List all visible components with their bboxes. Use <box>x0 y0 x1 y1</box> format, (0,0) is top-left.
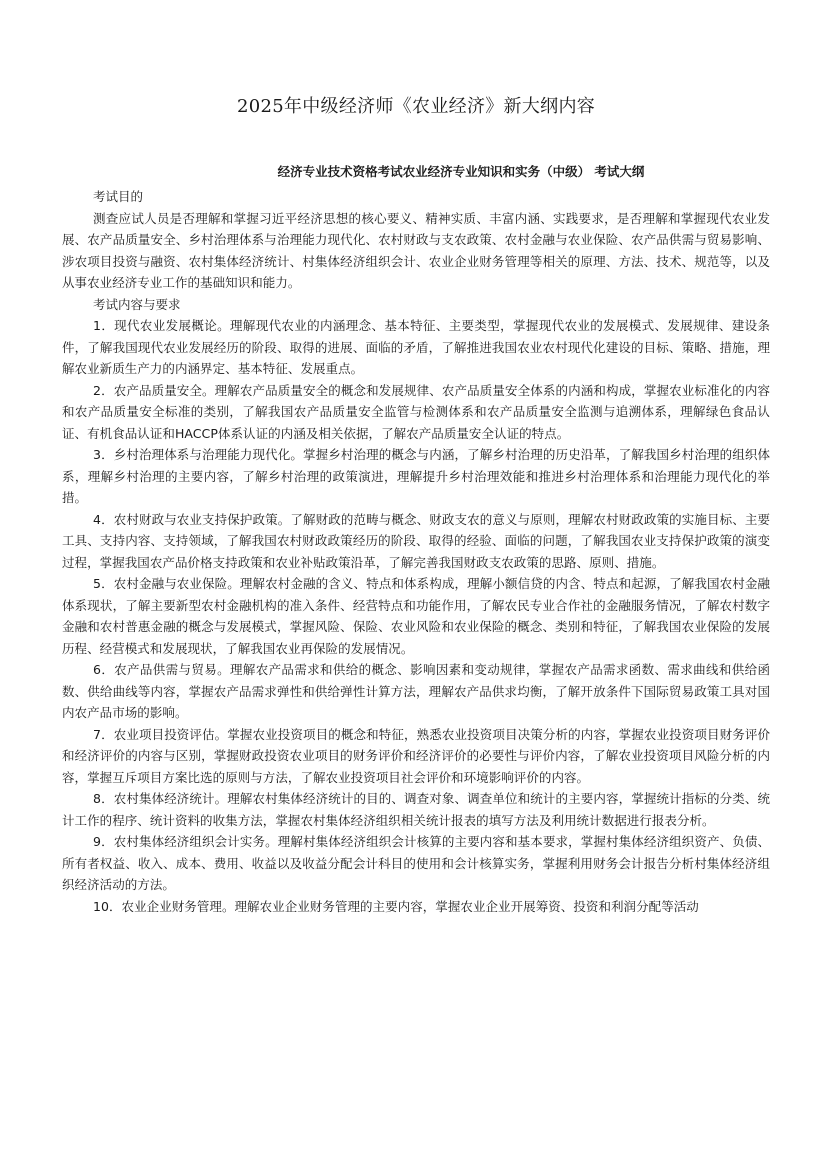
content-item-4: 4．农村财政与农业支持保护政策。了解财政的范畴与概念、财政支农的意义与原则，理解农村财政政策的实施目标、主要工具、支持内容、支持领域，了解我国农村财政政策经历的阶段、取得的经验、面临的问题，了解我国农业支持保护政策的演变过程，掌握我国农产品价格支持政策和农业补贴政策沿革，了解完善我国财政支农政策的思路、原则、措施。 <box>62 511 770 570</box>
document-subtitle: 经济专业技术资格考试农业经济专业知识和实务（中级） 考试大纲 <box>277 164 645 179</box>
content-item-9: 9．农村集体经济组织会计实务。理解村集体经济组织会计核算的主要内容和基本要求，掌握村集体经济组织资产、负债、所有者权益、收入、成本、费用、收益以及收益分配会计科目的使用和会计核算实务，掌握利用财务会计报告分析村集体经济组织经济活动的方法。 <box>62 834 770 892</box>
content-item-10: 10．农业企业财务管理。理解农业企业财务管理的主要内容，掌握农业企业开展筹资、投资和利润分配等活动 <box>93 898 699 914</box>
content-item-6: 6．农产品供需与贸易。理解农产品需求和供给的概念、影响因素和变动规律，掌握农产品需求函数、需求曲线和供给函数、供给曲线等内容，掌握农产品需求弹性和供给弹性计算方法，理解农产品供求均衡，了解开放条件下国际贸易政策工具对国内农产品市场的影响。 <box>62 662 770 720</box>
document-title: 2025年中级经济师《农业经济》新大纲内容 <box>236 96 596 117</box>
content-item-7: 7．农业项目投资评估。掌握农业投资项目的概念和特征，熟悉农业投资项目决策分析的内容，掌握农业投资项目财务评价和经济评价的内容与区别，掌握财政投资农业项目的财务评价和经济评价的必要性与评价内容，了解农业投资项目风险分析的内容，掌握互斥项目方案比选的原则与方法，了解农业投资项目社会评价和环境影响评价的内容。 <box>62 726 770 785</box>
content-item-2: 2．农产品质量安全。理解农产品质量安全的概念和发展规律、农产品质量安全体系的内涵和构成，掌握农业标准化的内容和农产品质量安全标准的类别，了解我国农产品质量安全监管与检测体系和农产品质量安全监测与追溯体系，理解绿色食品认证、有机食品认证和HACCP体系认证的内涵及相关依据，了解农产品质量安全认证的特点。 <box>62 382 770 441</box>
content-item-8: 8．农村集体经济统计。理解农村集体经济统计的目的、调查对象、调查单位和统计的主要内容，掌握统计指标的分类、统计工作的程序、统计资料的收集方法，掌握农村集体经济组织相关统计报表的填写方法及利用统计数据进行报表分析。 <box>62 791 770 828</box>
content-item-5: 5．农村金融与农业保险。理解农村金融的含义、特点和体系构成，理解小额信贷的内含、特点和起源，了解我国农村金融体系现状，了解主要新型农村金融机构的准入条件、经营特点和功能作用，了解农民专业合作社的金融服务情况，了解农村数字金融和农村普惠金融的概念与发展模式，掌握风险、保险、农业风险和农业保险的概念、类别和特征，了解我国农业保险的发展历程、经营模式和发展现状，了解我国农业再保险的发展情况。 <box>62 576 770 656</box>
content-item-3: 3．乡村治理体系与治理能力现代化。掌握乡村治理的概念与内涵，了解乡村治理的历史沿革，了解我国乡村治理的组织体系，理解乡村治理的主要内容，了解乡村治理的政策演进，理解提升乡村治理效能和推进乡村治理体系和治理能力现代化的举措。 <box>62 447 770 505</box>
section-heading-purpose: 考试目的 <box>93 189 144 204</box>
content-item-1: 1．现代农业发展概论。理解现代农业的内涵理念、基本特征、主要类型，掌握现代农业的发展模式、发展规律、建设条件，了解我国现代农业发展经历的阶段、取得的进展、面临的矛盾，了解推进我国农业农村现代化建设的目标、策略、措施，理解农业新质生产力的内涵界定、基本特征、发展重点。 <box>62 318 770 376</box>
section-heading-content: 考试内容与要求 <box>93 296 181 312</box>
purpose-paragraph: 测查应试人员是否理解和掌握习近平经济思想的核心要义、精神实质、丰富内涵、实践要求，是否理解和掌握现代农业发展、农产品质量安全、乡村治理体系与治理能力现代化、农村财政与支农政策、农村金融与农业保险、农产品供需与贸易影响、涉农项目投资与融资、农村集体经济统计、村集体经济组织会计、农业企业财务管理等相关的原理、方法、技术、规范等，以及从事农业经济专业工作的基础知识和能力。 <box>62 210 770 290</box>
